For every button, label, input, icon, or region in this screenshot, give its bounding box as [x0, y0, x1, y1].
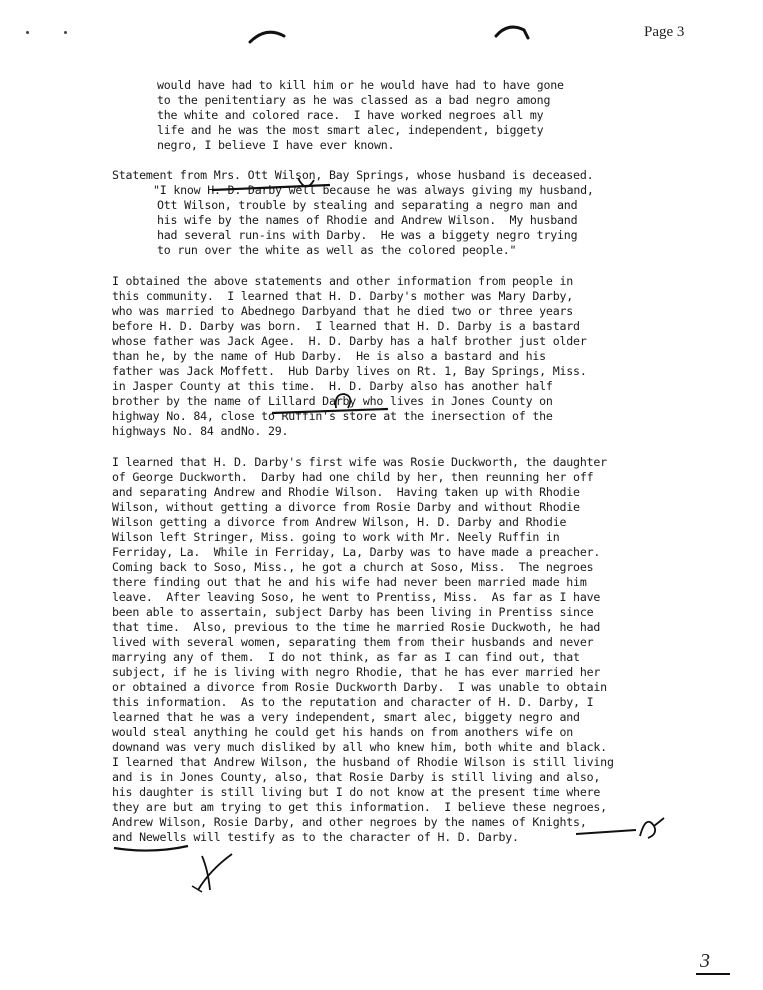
- text-line: to run over the white as well as the colored people.": [157, 243, 517, 257]
- text-line: highway No. 84, close to Ruffin's store at the inersection of the: [112, 409, 553, 423]
- text-line: and Newells will testify as to the character of H. D. Darby.: [112, 830, 519, 844]
- text-line: before H. D. Darby was born. I learned that H. D. Darby is a bastard: [112, 319, 580, 333]
- text-line: been able to assertain, subject Darby has been living in Prentiss since: [112, 605, 594, 619]
- text-line: learned that he was a very independent, smart alec, biggety negro and: [112, 710, 580, 724]
- text-line: Statement from Mrs. Ott Wilson, Bay Springs, whose husband is deceased.: [112, 168, 594, 182]
- text-line: Wilson getting a divorce from Andrew Wilson, H. D. Darby and Rhodie: [112, 515, 567, 529]
- text-line: highways No. 84 andNo. 29.: [112, 424, 289, 438]
- text-line: there finding out that he and his wife had never been married made him: [112, 575, 587, 589]
- text-line: the white and colored race. I have worked negroes all my: [157, 108, 544, 122]
- ink-arc-mark: [248, 26, 288, 46]
- pen-underline-mark: [112, 842, 192, 856]
- text-line: who was married to Abednego Darbyand that he died two or three years: [112, 304, 574, 318]
- text-line: life and he was the most smart alec, independent, biggety: [157, 123, 544, 137]
- bottom-page-mark: 3: [700, 950, 710, 972]
- pen-underline-mark: [210, 176, 370, 198]
- text-line: downand was very much disliked by all who knew him, both white and black.: [112, 740, 607, 754]
- bottom-underline: [694, 970, 734, 980]
- text-line: leave. After leaving Soso, he went to Prentiss, Miss. As far as I have: [112, 590, 601, 604]
- pen-circle-mark: [332, 390, 356, 414]
- text-line: I obtained the above statements and other information from people in: [112, 274, 574, 288]
- text-line: to the penitentiary as he was classed as a bad negro among: [157, 93, 551, 107]
- text-line: this information. As to the reputation and character of H. D. Darby, I: [112, 695, 594, 709]
- binder-speck: [64, 31, 67, 34]
- text-line: his daughter is still living but I do not know at the present time where: [112, 785, 601, 799]
- pen-x-mark: [188, 846, 238, 896]
- pen-scribble-mark: [576, 812, 666, 842]
- text-line: they are but am trying to get this information. I believe these negroes,: [112, 800, 607, 814]
- text-line: that time. Also, previous to the time he married Rosie Duckwoth, he had: [112, 620, 601, 634]
- text-line: than he, by the name of Hub Darby. He is also a bastard and his: [112, 349, 546, 363]
- text-line: would steal anything he could get his hands on from anothers wife on: [112, 725, 574, 739]
- text-line: "I know H. D. Darby well because he was always giving my husband,: [153, 183, 594, 197]
- page-number: Page 3: [644, 24, 685, 40]
- ink-arc-mark: [494, 22, 534, 42]
- text-line: whose father was Jack Agee. H. D. Darby has a half brother just older: [112, 334, 587, 348]
- text-line: I learned that H. D. Darby's first wife was Rosie Duckworth, the daughter: [112, 455, 607, 469]
- text-line: and separating Andrew and Rhodie Wilson. Having taken up with Rhodie: [112, 485, 580, 499]
- text-line: father was Jack Moffett. Hub Darby lives on Rt. 1, Bay Springs, Miss.: [112, 364, 587, 378]
- text-line: Wilson, without getting a divorce from Rosie Darby and without Rhodie: [112, 500, 580, 514]
- text-line: Ott Wilson, trouble by stealing and separating a negro man and: [157, 198, 578, 212]
- text-line: this community. I learned that H. D. Darby's mother was Mary Darby,: [112, 289, 574, 303]
- text-line: his wife by the names of Rhodie and Andrew Wilson. My husband: [157, 213, 578, 227]
- text-line: marrying any of them. I do not think, as far as I can find out, that: [112, 650, 580, 664]
- text-line: or obtained a divorce from Rosie Duckworth Darby. I was unable to obtain: [112, 680, 607, 694]
- text-line: in Jasper County at this time. H. D. Darby also has another half: [112, 379, 553, 393]
- text-line: had several run-ins with Darby. He was a biggety negro trying: [157, 228, 578, 242]
- text-line: lived with several women, separating them from their husbands and never: [112, 635, 594, 649]
- text-line: would have had to kill him or he would have had to have gone: [157, 78, 564, 92]
- text-line: Wilson left Stringer, Miss. going to work with Mr. Neely Ruffin in: [112, 530, 560, 544]
- text-line: and is in Jones County, also, that Rosie Darby is still living and also,: [112, 770, 601, 784]
- text-line: of George Duckworth. Darby had one child by her, then reunning her off: [112, 470, 594, 484]
- text-line: brother by the name of Lillard Darby who lives in Jones County on: [112, 394, 553, 408]
- text-line: negro, I believe I have ever known.: [157, 138, 395, 152]
- text-line: I learned that Andrew Wilson, the husband of Rhodie Wilson is still living: [112, 755, 614, 769]
- text-line: Andrew Wilson, Rosie Darby, and other negroes by the names of Knights,: [112, 815, 587, 829]
- binder-speck: [26, 31, 29, 34]
- text-line: Coming back to Soso, Miss., he got a church at Soso, Miss. The negroes: [112, 560, 594, 574]
- text-line: Ferriday, La. While in Ferriday, La, Darby was to have made a preacher.: [112, 545, 601, 559]
- text-line: subject, if he is living with negro Rhodie, that he has ever married her: [112, 665, 601, 679]
